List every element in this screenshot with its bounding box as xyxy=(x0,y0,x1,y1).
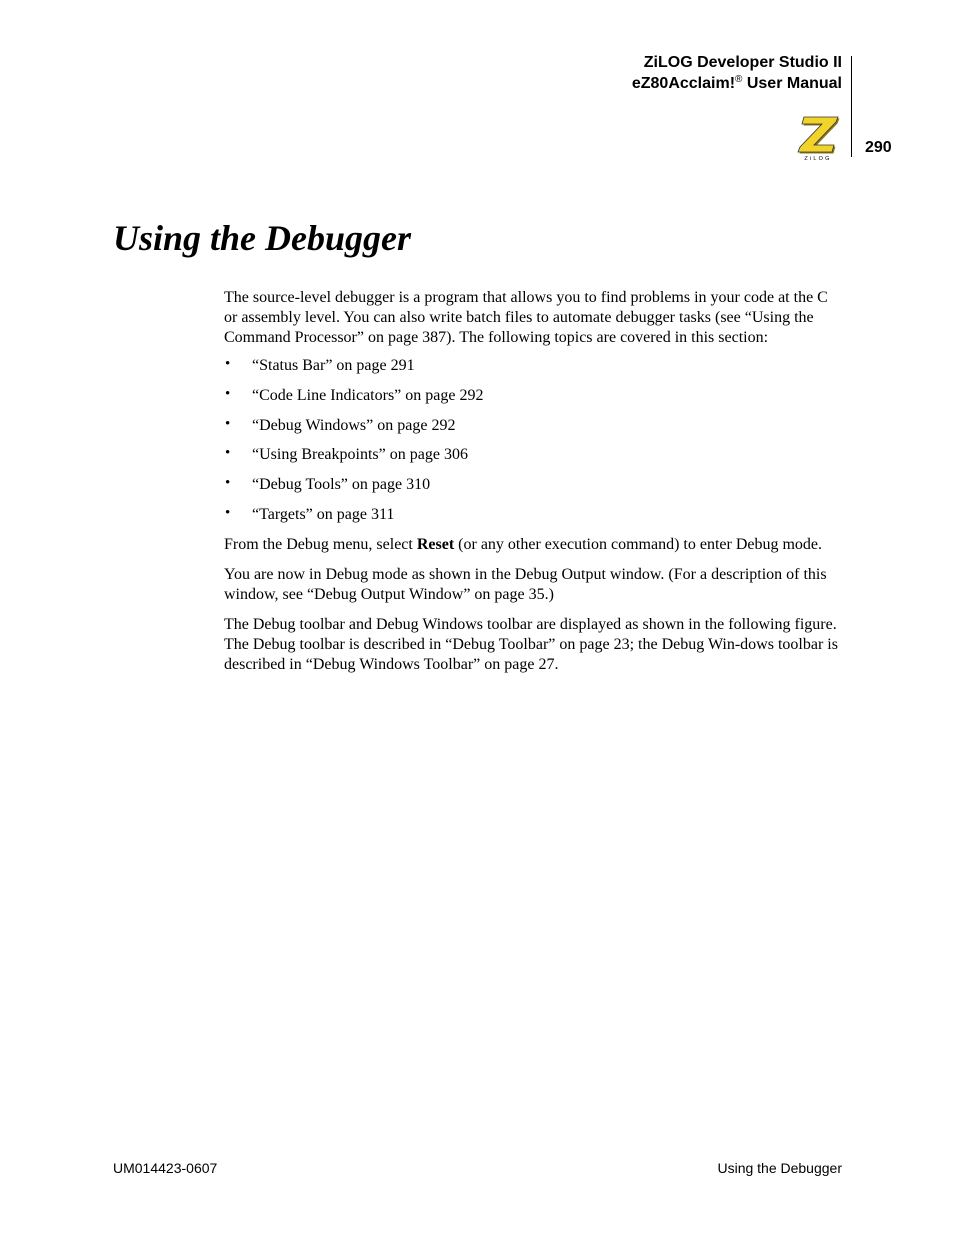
header-title-line1: ZiLOG Developer Studio II xyxy=(643,54,842,71)
bullet-icon: • xyxy=(225,385,231,402)
topic-item xyxy=(224,445,842,465)
reset-command: Reset xyxy=(416,535,455,553)
header-manual-label: User Manual xyxy=(742,75,842,92)
header-title-line2 xyxy=(632,73,842,94)
reset-text-before: From the Debug menu, select xyxy=(224,535,417,553)
bullet-icon: • xyxy=(225,504,231,521)
topic-item xyxy=(224,386,842,406)
topic-link[interactable]: “Using Breakpoints” on page 306 xyxy=(252,446,468,464)
header-product-name: eZ80Acclaim! xyxy=(631,75,736,92)
logo-z-shape xyxy=(798,117,838,152)
page-title: Using the Debugger xyxy=(113,218,412,258)
reset-paragraph xyxy=(224,535,842,555)
topic-item xyxy=(224,416,842,436)
page-number: 290 xyxy=(865,139,892,156)
topic-link[interactable]: “Targets” on page 311 xyxy=(252,505,395,523)
bullet-icon: • xyxy=(225,356,231,372)
reset-text-after: (or any other execution command) to enter Debug mode. xyxy=(454,535,823,553)
registered-mark: ® xyxy=(735,74,743,85)
topic-item xyxy=(224,505,842,525)
intro-paragraph: The source-level debugger is a program that allows you to find problems in your code at the C or assembly level. You can also write batch files to automate debugger tasks (see “Using the Command Processor” on page 387). The following topics are covered in this section: xyxy=(224,289,828,346)
bullet-icon: • xyxy=(225,445,231,462)
footer-section-title: Using the Debugger xyxy=(717,1160,842,1176)
topic-link[interactable]: “Debug Windows” on page 292 xyxy=(252,416,456,434)
zilog-logo xyxy=(794,112,842,162)
logo-wordmark: ZiLOG xyxy=(804,156,832,162)
topic-item xyxy=(224,356,842,376)
running-header xyxy=(632,52,842,94)
topic-link[interactable]: “Code Line Indicators” on page 292 xyxy=(252,386,484,404)
topic-list xyxy=(224,356,842,525)
footer-doc-id: UM014423-0607 xyxy=(113,1160,218,1176)
header-divider xyxy=(851,56,852,157)
toolbar-paragraph: The Debug toolbar and Debug Windows toolbar are displayed as shown in the following figure. The Debug toolbar is described in “Debug Toolbar” on page 23; the Debug Win-dows toolbar is described in “Debug Windows Toolbar” on page 27. xyxy=(224,615,838,673)
topic-item xyxy=(224,475,842,495)
debug-mode-paragraph: You are now in Debug mode as shown in the Debug Output window. (For a description of this window, see “Debug Output Window” on page 35.) xyxy=(224,565,827,603)
bullet-icon: • xyxy=(225,415,231,432)
body-content xyxy=(224,288,842,685)
topic-link[interactable]: “Status Bar” on page 291 xyxy=(252,357,415,374)
bullet-icon: • xyxy=(225,475,231,492)
topic-link[interactable]: “Debug Tools” on page 310 xyxy=(252,476,431,494)
